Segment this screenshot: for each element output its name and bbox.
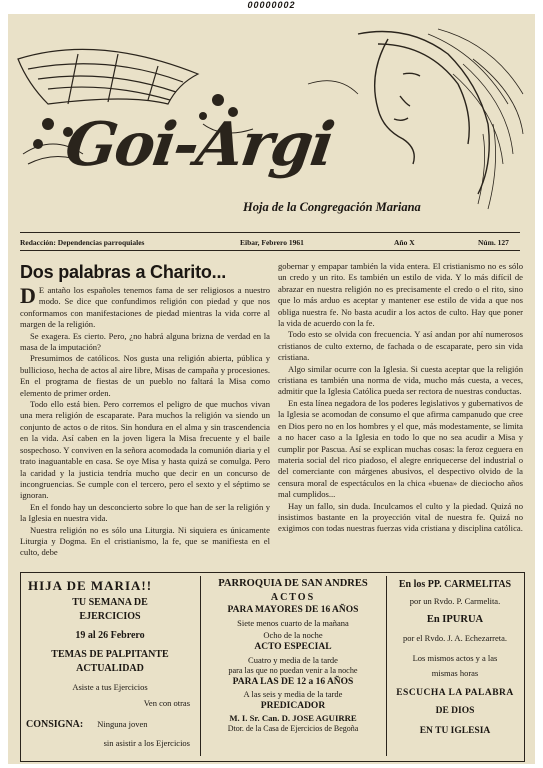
paragraph: D E antaño los españoles tenemos fama de ser religiosos a nuestro modo. Se dice que confundimos religión con piedad y que nos conformamos con manifestaciones de piedad mientras la vida corre al margen de la religión. [20, 283, 270, 330]
box-line: Ocho de la noche [263, 630, 323, 640]
box-line: sin asistir a los Ejercicios [103, 738, 190, 748]
box-line: Dtor. de la Casa de Ejercicios de Begoña [227, 724, 359, 733]
paragraph: Se exagera. Es cierto. Pero, ¿no habrá alguna brizna de verdad en la masa de la imputación? [20, 330, 270, 353]
issue-number: Núm. 127 [478, 238, 509, 247]
box-line: En IPURUA [426, 614, 484, 625]
box-line: Cuatro y media de la tarde [248, 655, 338, 665]
box-line: EJERCICIOS [79, 611, 141, 622]
place-date: Eibar, Febrero 1961 [240, 238, 304, 247]
box-line: PARA LAS DE 12 a 16 AÑOS [232, 677, 354, 687]
box-line: por el Rvdo. J. A. Echezarreta. [402, 633, 508, 643]
masthead-subtitle: Hoja de la Congregación Mariana [243, 200, 421, 214]
paragraph: Nuestra religión no es sólo una Liturgia. Ni siquiera es únicamente Liturgia y Dogma. En el cristianismo, la fe, que se manifiesta en el culto, debe [20, 524, 270, 558]
box-line: M. I. Sr. Can. D. JOSE AGUIRRE [229, 713, 357, 723]
box-line: Siete menos cuarto de la mañana [237, 618, 349, 628]
article-column-1 [20, 285, 270, 559]
masthead [8, 14, 535, 234]
box-heading: En los PP. CARMELITAS [398, 579, 512, 590]
box-line: EN TU IGLESIA [419, 726, 491, 736]
box-line [24, 714, 196, 732]
paragraph: Algo similar ocurre con la Iglesia. Si cuesta aceptar que la religión cristiana es también una norma de vida, mucho más cuesta, a veces, admitir que la Iglesia Católica pueda ser rectora de nuestras conductas. [278, 363, 523, 397]
paragraph: Todo esto se olvida con frecuencia. Y así andan por ahí numerosos cristianos de culto externo, de fachada o de escaparate, pero sin vida cristiana. [278, 329, 523, 363]
box-line: ACTUALIDAD [76, 663, 144, 674]
box-line: mismas horas [431, 668, 479, 678]
box-line: TEMAS DE PALPITANTE [51, 649, 169, 660]
box-line: PARA MAYORES DE 16 AÑOS [227, 605, 359, 615]
box-heading: PARROQUIA DE SAN ANDRES [218, 578, 368, 589]
article-column-2 [278, 261, 523, 535]
paragraph: gobernar y empapar también la vida entera. El cristianismo no es sólo un credo y un rito. Es también un estilo de vida. Y lo más difícil de abrazar en nuestra religión no es precisamente el credo o el rito, sino que lo más arduo es aceptar y mantener ese estilo de vida a que nos obliga nuestra fe. No basta acudir a los actos de culto. Hay que poner la vida de acuerdo con la fe. [278, 261, 523, 329]
box-line: Asiste a tus Ejercicios [72, 682, 148, 692]
box-line: ACTOS [270, 592, 316, 603]
divider [20, 232, 520, 233]
hija-de-maria-box [24, 574, 196, 760]
box-line: para las que no puedan venir a la noche [228, 666, 358, 675]
redaccion-text: Redacción: Dependencias parroquiales [20, 238, 145, 247]
paragraph: Todo ello está bien. Pero corremos el peligro de que muchos vivan una mera religión de escaparate. Para muchos la religión va siendo un conjunto de actos o de ritos. Sin hondura en el alma y sin trascendencia en la vida. Así caben en la joven ligera la Misa frecuente y el baile sospechoso. Y conviven en la señora acomodada la comunión diaria y el trato inaguantable en casa. Se oye Misa y hasta quizá se comulga. Pero la caridad y la justicia tendría mucho que decir en un concurso de incongruencias. Se cumple con el tercero, pero el sexto y el séptimo se ignoran. [20, 399, 270, 501]
box-line: 19 al 26 Febrero [75, 630, 145, 641]
box-line: Los mismos actos y a las [412, 653, 498, 663]
box-line: A las seis y media de la tarde [243, 689, 343, 699]
paragraph: En esta línea negadora de los poderes legislativos y gubernativos de la Iglesia se acomodan de consumo el que afirma campanudo que cree en Dios pero no en los hombres y el que, más modestamente, se limita a no hacer caso a la Iglesia en todo lo que no sea acudir a Misa y cumplir por Pascua. Así se explican muchas cosas: la feroz ceguera en materia social del rico piadoso, el alegre enriquecerse del industrial o del comerciante con márgenes abusivos, el despectivo olvido de la censura moral de espectáculos en la chica «buena» de dieciocho años mal cumplidos... [278, 397, 523, 500]
box-divider [386, 576, 387, 756]
year-label: Año X [394, 238, 415, 247]
page-number: 00000002 [247, 0, 296, 10]
paragraph: Presumimos de católicos. Nos gusta una religión abierta, pública y bullicioso, hecha de actos al aire libre, Misas de campaña y procesiones. En el programa de fiestas de un pueblo no faltará la Misa como elemento de primer orden. [20, 353, 270, 398]
box-heading: HIJA DE MARIA!! [28, 578, 153, 593]
box-line: ACTO ESPECIAL [254, 642, 332, 652]
drop-cap: D [20, 283, 36, 308]
box-line: por un Rvdo. P. Carmelita. [409, 596, 501, 606]
consigna-label: CONSIGNA: [26, 719, 84, 730]
divider [20, 250, 520, 251]
newsletter-page [8, 14, 535, 764]
paragraph: En el fondo hay un desconcierto sobre lo que han de ser la religión y la Iglesia en nuestra vida. [20, 501, 270, 524]
paragraph: Hay un fallo, sin duda. Inculcamos el culto y la piedad. Quizá no insistimos bastante en la proyección vital de nuestra fe. Quizá no exigimos con todas nuestras fuerzas vida cristiana y disciplina católica. [278, 500, 523, 534]
logo-title: Goi-Argi [61, 110, 337, 180]
box-line: DE DIOS [435, 706, 475, 716]
box-divider [200, 576, 201, 756]
box-line: TU SEMANA DE [72, 597, 148, 608]
consigna-text: Ninguna joven [97, 719, 148, 729]
parroquia-box [204, 574, 382, 760]
box-line: PREDICADOR [260, 701, 326, 711]
box-line: ESCUCHA LA PALABRA [396, 688, 514, 698]
box-line: Ven con otras [143, 698, 190, 708]
carmelitas-box [390, 574, 520, 760]
article-headline: Dos palabras a Charito... [20, 262, 227, 282]
